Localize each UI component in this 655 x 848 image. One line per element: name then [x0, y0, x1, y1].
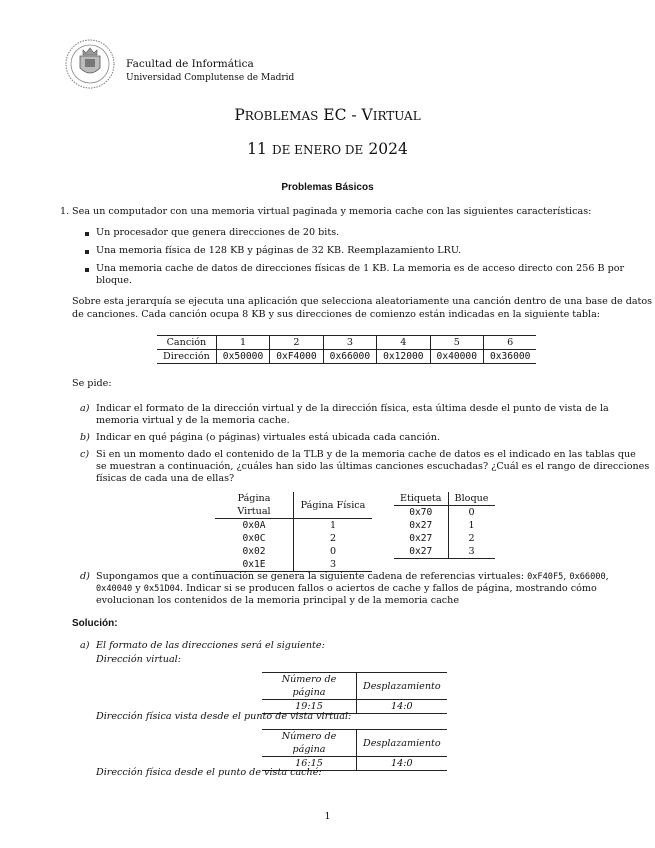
physical-address-table — [262, 729, 447, 771]
table-cell: 0x27 — [409, 546, 433, 557]
university-seal-icon — [64, 38, 116, 90]
table-row — [215, 492, 372, 519]
table-cell: 1 — [448, 519, 495, 532]
table-header: Número de página — [281, 674, 337, 698]
table-cell: 0x27 — [409, 533, 433, 544]
table-cell: 0x50000 — [216, 350, 269, 364]
item-text: Supongamos que a continuación se genera la siguiente cadena de referencias virtuales: 0xF40F5, 0x66000, — [96, 571, 609, 582]
list-item: Una memoria física de 128 KB y páginas de 32 KB. Reemplazamiento LRU. — [96, 245, 462, 256]
table-row — [157, 336, 536, 350]
list-item: Un procesador que genera direcciones de 20 bits. — [96, 227, 340, 238]
item-label: d) — [80, 571, 90, 582]
tlb-table — [215, 492, 372, 572]
table-row — [394, 545, 495, 559]
table-header: Página Virtual — [237, 493, 271, 517]
item-text: Dirección virtual: — [96, 654, 181, 665]
problem-intro: Sea un computador con una memoria virtual paginada y memoria cache con las siguientes características: — [72, 206, 592, 217]
table-cell: 3 — [448, 545, 495, 559]
table-header: Desplazamiento — [357, 673, 447, 700]
item-text: Indicar el formato de la dirección virtual y de la dirección física, esta última desde el punto de vista de la — [96, 403, 609, 414]
virtual-address-table — [262, 672, 447, 714]
table-cell: 0x02 — [242, 546, 266, 557]
list-item: bloque. — [96, 275, 133, 286]
table-cell: 1 — [216, 336, 269, 350]
paragraph: de canciones. Cada canción ocupa 8 KB y sus direcciones de comienzo están indicadas en la siguiente tabla: — [72, 309, 601, 320]
university-name: Universidad Complutense de Madrid — [126, 73, 295, 83]
item-text: se muestran a continuación, ¿cuáles han sido las últimas canciones escuchadas? ¿Cuál es el rango de direcciones — [96, 461, 650, 472]
table-row — [215, 532, 372, 545]
table-cell: 2 — [448, 532, 495, 545]
table-header: Desplazamiento — [357, 730, 447, 757]
table-header: Número de página — [281, 731, 337, 755]
item-label: b) — [80, 432, 90, 443]
table-cell: 16:15 — [295, 758, 323, 769]
table-header: Etiqueta — [400, 493, 442, 504]
table-row — [394, 532, 495, 545]
table-cell: 2 — [270, 336, 323, 350]
table-cell: 19:15 — [295, 701, 323, 712]
problem-number: 1. — [60, 206, 70, 217]
item-text: Indicar en qué página (o páginas) virtuales está ubicada cada canción. — [96, 432, 441, 443]
table-cell: 0x40000 — [430, 350, 483, 364]
table-row — [157, 350, 536, 364]
table-cell: 0x0A — [242, 520, 266, 531]
table-cell: Canción — [166, 337, 207, 348]
table-cell: 1 — [294, 519, 373, 533]
table-cell: 3 — [323, 336, 376, 350]
item-label: c) — [80, 449, 90, 460]
item-text: Dirección física desde el punto de vista caché: — [96, 767, 322, 778]
cache-table — [394, 492, 495, 559]
item-label: a) — [80, 403, 90, 414]
table-cell: 14:0 — [357, 700, 447, 714]
table-cell: 5 — [430, 336, 483, 350]
table-cell: 0x12000 — [377, 350, 430, 364]
table-row — [394, 492, 495, 506]
item-text: 0x40040 y 0x51D04. Indicar si se producen fallos o aciertos de cache y fallos de página, mostrando cómo — [96, 583, 597, 594]
table-row — [262, 730, 447, 757]
table-cell: 0x70 — [409, 507, 433, 518]
table-cell: 2 — [294, 532, 373, 545]
section-title: Problemas Básicos — [281, 182, 374, 193]
table-row — [215, 545, 372, 558]
table-cell: 14:0 — [357, 757, 447, 771]
table-cell: 0 — [448, 506, 495, 520]
table-cell: 0xF4000 — [270, 350, 323, 364]
item-text: físicas de cada una de ellas? — [96, 473, 235, 484]
table-cell: 3 — [294, 558, 373, 572]
exam-date: 11 DE ENERO DE 2024 — [247, 140, 408, 158]
list-item: Una memoria cache de datos de direcciones físicas de 1 KB. La memoria es de acceso directo con 256 B por — [96, 263, 625, 274]
table-cell: 0x1E — [242, 559, 266, 570]
table-cell: 4 — [377, 336, 430, 350]
table-row — [394, 519, 495, 532]
table-header: Página Física — [294, 492, 373, 519]
item-text: Dirección física vista desde el punto de vista virtual: — [96, 711, 352, 722]
paragraph: Sobre esta jerarquía se ejecuta una aplicación que selecciona aleatoriamente una canción dentro de una base de datos — [72, 296, 653, 307]
table-cell: 6 — [483, 336, 536, 350]
item-text: evolucionan los contenidos de la memoria principal y de la memoria cache — [96, 595, 460, 606]
faculty-name: Facultad de Informática — [126, 58, 254, 70]
table-row — [215, 558, 372, 572]
table-cell: 0x27 — [409, 520, 433, 531]
page-number: 1 — [324, 811, 331, 822]
page-title: PROBLEMAS EC - VIRTUAL — [234, 106, 421, 124]
table-cell: 0x36000 — [483, 350, 536, 364]
table-cell: 0x66000 — [323, 350, 376, 364]
item-text: Si en un momento dado el contenido de la TLB y de la memoria cache de datos es el indicado en las tablas que — [96, 449, 636, 460]
table-row — [215, 519, 372, 533]
se-pide: Se pide: — [72, 378, 112, 389]
solution-title: Solución: — [72, 618, 118, 629]
table-row — [394, 506, 495, 520]
item-text: El formato de las direcciones será el siguiente: — [96, 640, 325, 651]
bullet-icon — [85, 250, 89, 254]
table-cell: Dirección — [163, 351, 210, 362]
bullet-icon — [85, 268, 89, 272]
table-cell: 0x0C — [242, 533, 266, 544]
song-table — [157, 335, 536, 364]
table-header: Bloque — [448, 492, 495, 506]
item-label: a) — [80, 640, 90, 651]
item-text: memoria virtual y de la memoria cache. — [96, 415, 290, 426]
table-row — [262, 673, 447, 700]
bullet-icon — [85, 232, 89, 236]
table-cell: 0 — [294, 545, 373, 558]
